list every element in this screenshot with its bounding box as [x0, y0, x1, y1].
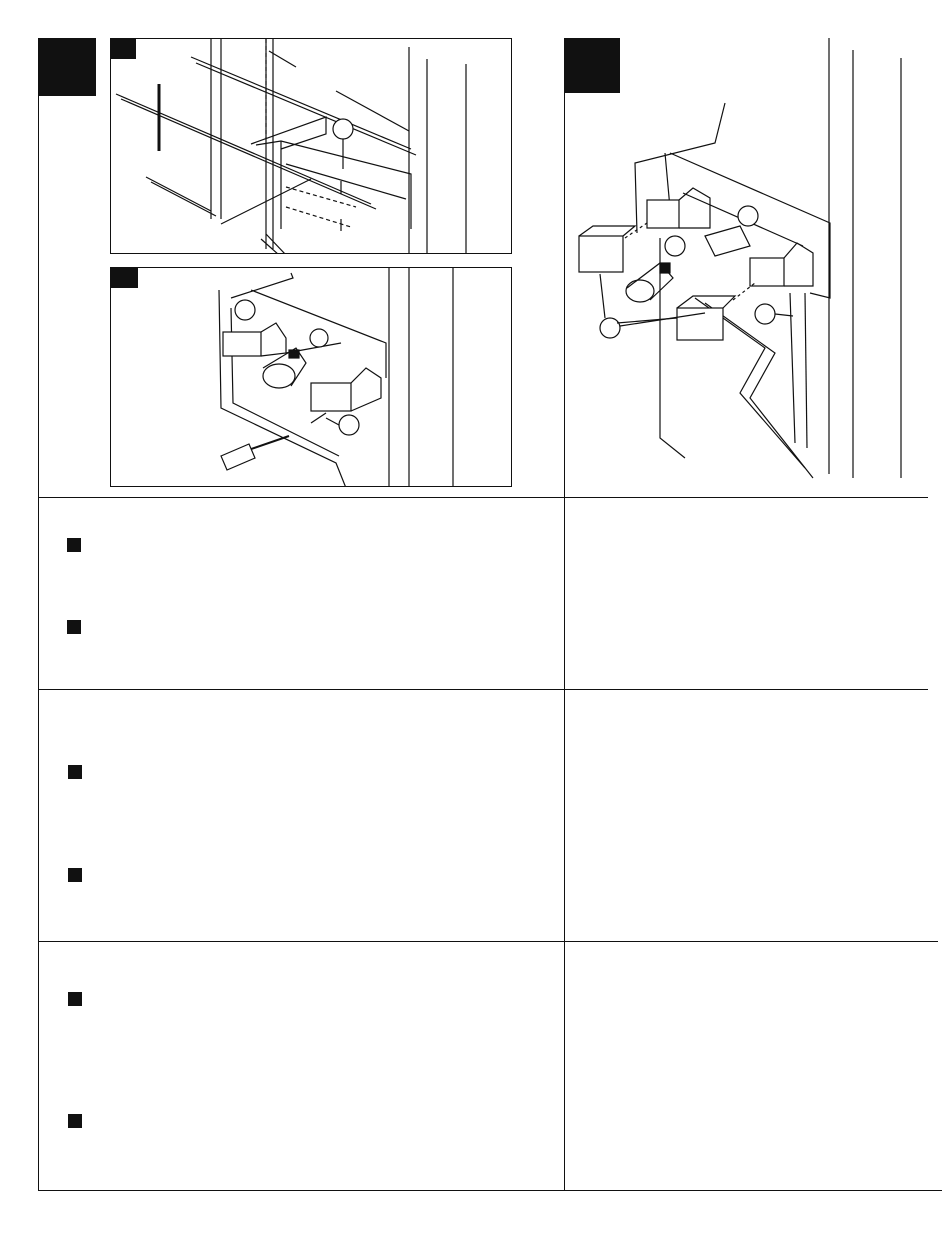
figure-c-illustration: [565, 38, 935, 486]
figure-a-panel: [110, 38, 512, 254]
bullet-square-row2-a: [68, 765, 82, 779]
figure-a-illustration: [111, 39, 512, 254]
row-divider-1: [38, 497, 928, 498]
figure-c-panel: [565, 38, 935, 486]
bullet-square-row1-b: [67, 620, 81, 634]
bullet-square-row1-a: [67, 538, 81, 552]
step-number-block-left: [39, 38, 96, 96]
page-bottom-rule: [38, 1190, 942, 1191]
page-left-rule: [38, 38, 39, 1190]
bullet-square-row2-b: [68, 868, 82, 882]
bullet-square-row3-a: [68, 992, 82, 1006]
figure-b-illustration: [111, 268, 512, 487]
row-divider-2: [38, 689, 928, 690]
figure-b-panel: [110, 267, 512, 487]
bullet-square-row3-b: [68, 1114, 82, 1128]
row-divider-3: [38, 941, 938, 942]
